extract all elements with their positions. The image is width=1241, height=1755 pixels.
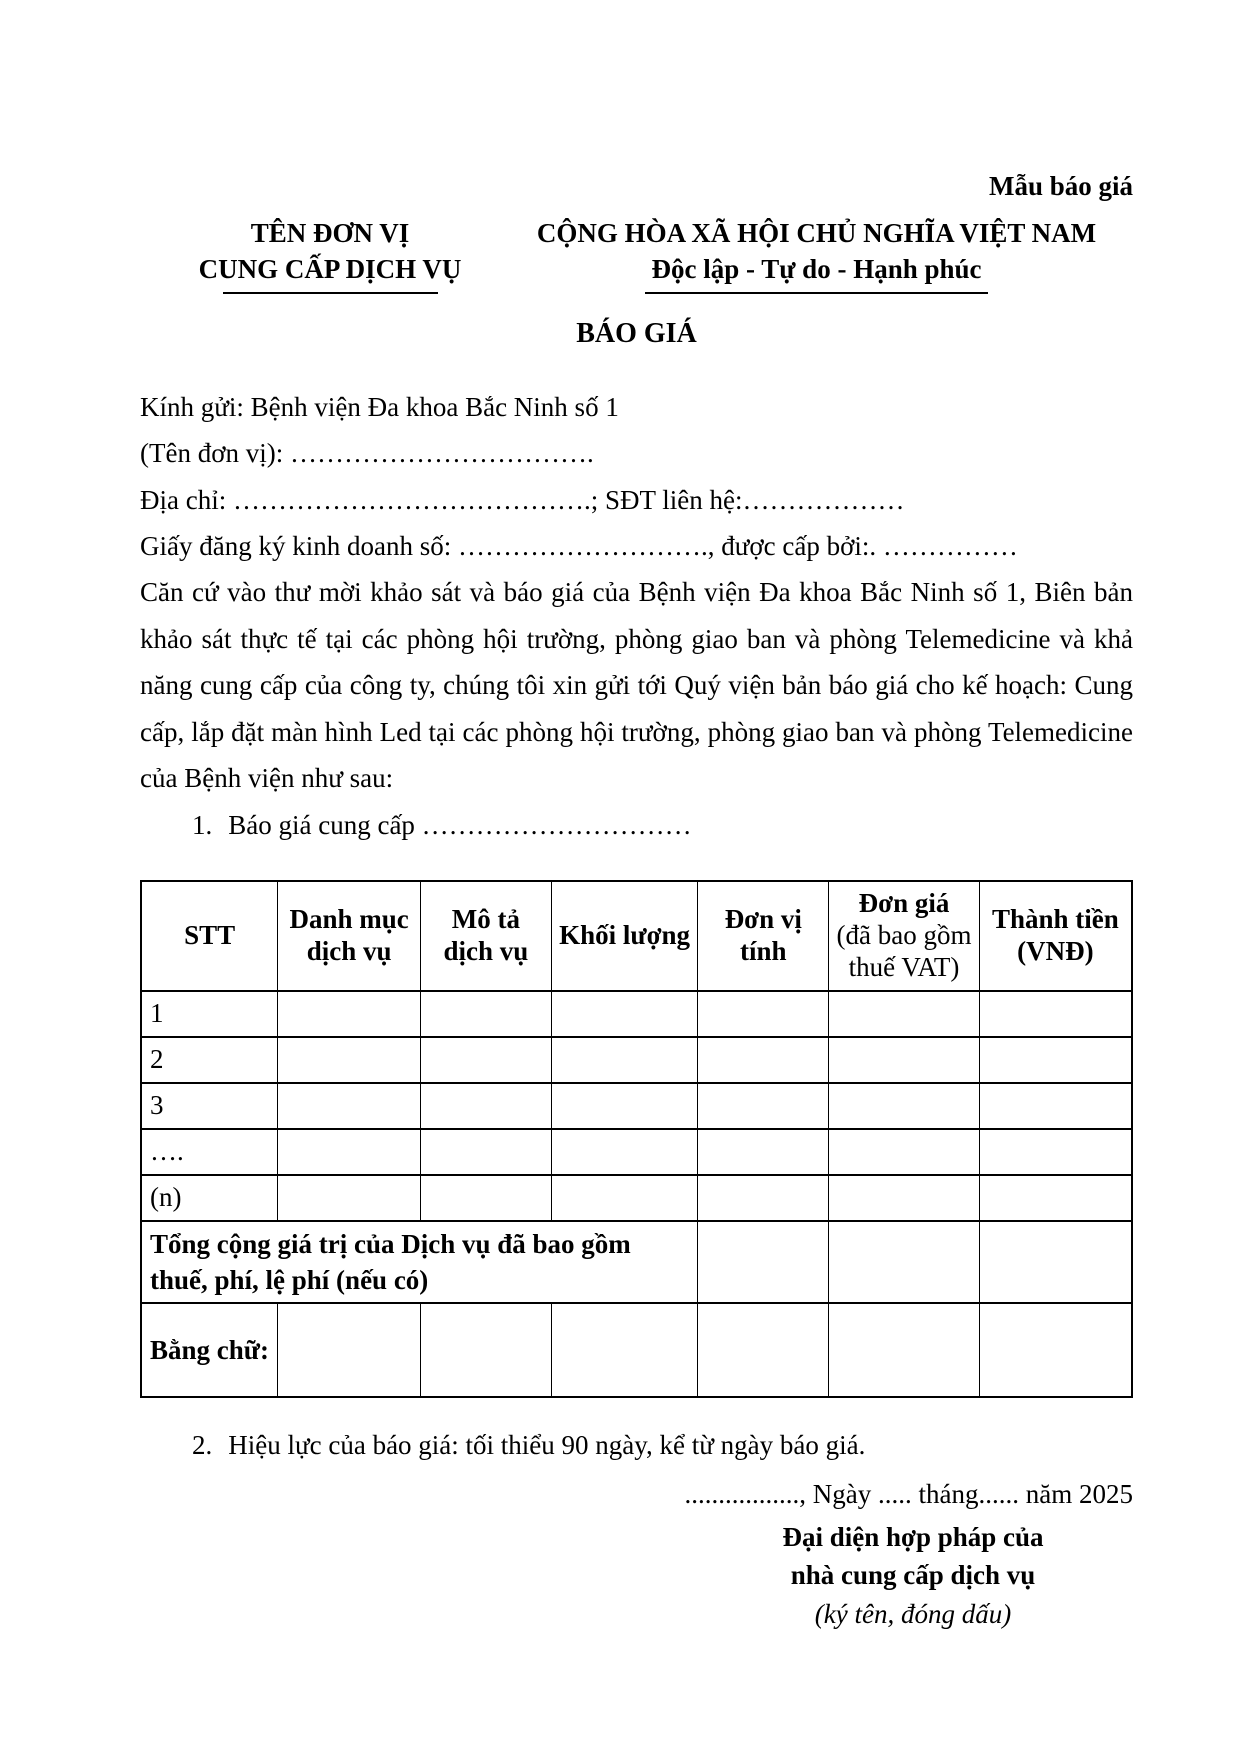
signature-note: (ký tên, đóng dấu) [814,1598,1012,1629]
table-amount-in-words-row [141,1303,1132,1397]
org-name-line2: CUNG CẤP DỊCH VỤ [198,254,462,285]
empty-cell [979,1129,1132,1175]
col-header-unit-price [829,881,980,991]
empty-cell [551,1175,698,1221]
unit-name-field: (Tên đơn vị): ……………………………. [140,438,594,469]
national-title: CỘNG HÒA XÃ HỘI CHỦ NGHĨA VIỆT NAM [536,218,1097,249]
date-place-line: ................., Ngày ..... tháng...... năm 2025 [684,1478,1133,1509]
list-item-2-number: 2. [192,1430,213,1461]
col-header-category: Danh mục dịch vụ [278,881,421,991]
table-row [141,1083,1132,1129]
recipient-line: Kính gửi: Bệnh viện Đa khoa Bắc Ninh số 1 [140,391,619,422]
unit-price-note: (đã bao gồm thuế VAT) [836,919,972,982]
row-number: 2 [141,1037,278,1083]
table-total-row [141,1221,1132,1304]
empty-cell [829,991,980,1037]
empty-cell [278,1037,421,1083]
empty-cell [979,1037,1132,1083]
empty-cell [698,1175,829,1221]
table-row [141,1129,1132,1175]
col-header-description: Mô tả dịch vụ [420,881,551,991]
empty-cell [979,1303,1132,1397]
org-name-line1: TÊN ĐƠN VỊ [250,218,410,249]
col-header-stt: STT [141,881,278,991]
empty-cell [551,1083,698,1129]
empty-cell [698,1303,829,1397]
empty-cell [278,1175,421,1221]
empty-cell [551,1303,698,1397]
empty-cell [278,1083,421,1129]
table-row [141,1175,1132,1221]
list-item-1 [140,802,1133,848]
signatory-title-line1: Đại diện hợp pháp của [782,1522,1044,1553]
list-item-2-text: Hiệu lực của báo giá: tối thiểu 90 ngày, kể từ ngày báo giá. [228,1430,866,1461]
table-row [141,991,1132,1037]
empty-cell [829,1175,980,1221]
empty-cell [278,1129,421,1175]
org-underline [223,292,438,294]
empty-cell [420,1303,551,1397]
empty-cell [698,1083,829,1129]
signatory-title-line2: nhà cung cấp dịch vụ [790,1560,1036,1591]
list-item-2 [140,1422,1133,1468]
empty-cell [829,1037,980,1083]
empty-cell [979,1083,1132,1129]
empty-cell [698,1129,829,1175]
empty-cell [698,991,829,1037]
row-number: …. [141,1129,278,1175]
empty-cell [278,991,421,1037]
list-item-1-number: 1. [192,809,213,840]
empty-cell [551,1129,698,1175]
address-field: Địa chỉ: ………………………………….; SĐT liên hệ:……………… [140,484,905,515]
empty-cell [829,1083,980,1129]
list-item-1-text: Báo giá cung cấp ………………………… [228,809,692,840]
row-number: 3 [141,1083,278,1129]
row-number: (n) [141,1175,278,1221]
intro-paragraph: Căn cứ vào thư mời khảo sát và báo giá của Bệnh viện Đa khoa Bắc Ninh số 1, Biên bản khảo sát thực tế tại các phòng hội trường, phòng giao ban và phòng Telemedicine và khả năng cung cấp của công ty, chúng tôi xin gửi tới Quý viện bản báo giá cho kế hoạch: Cung cấp, lắp đặt màn hình Led tại các phòng hội trường, phòng giao ban và phòng Telemedicine của Bệnh viện như sau: [140,577,1133,794]
empty-cell [979,1221,1132,1304]
empty-cell [979,1175,1132,1221]
empty-cell [420,1083,551,1129]
amount-in-words-label: Bằng chữ: [141,1303,278,1397]
quotation-table [140,880,1133,1398]
empty-cell [420,1175,551,1221]
total-label: Tổng cộng giá trị của Dịch vụ đã bao gồm thuế, phí, lệ phí (nếu có) [141,1221,698,1304]
row-number: 1 [141,991,278,1037]
col-header-quantity: Khối lượng [551,881,698,991]
table-row [141,1037,1132,1083]
empty-cell [278,1303,421,1397]
document-header [140,216,1133,293]
empty-cell [698,1221,829,1304]
empty-cell [698,1037,829,1083]
empty-cell [829,1129,980,1175]
org-block [160,216,500,293]
form-type-label: Mẫu báo giá [988,171,1133,201]
business-license-field: Giấy đăng ký kinh doanh số: ………………………., được cấp bởi:. …………… [140,530,1018,561]
empty-cell [420,1129,551,1175]
empty-cell [829,1221,980,1304]
empty-cell [551,991,698,1037]
unit-price-title: Đơn giá [858,888,950,919]
col-header-unit: Đơn vị tính [698,881,829,991]
national-header [500,216,1133,293]
col-header-amount: Thành tiền (VNĐ) [979,881,1132,991]
empty-cell [551,1037,698,1083]
signature-block [693,1518,1133,1633]
empty-cell [979,991,1132,1037]
empty-cell [420,1037,551,1083]
empty-cell [420,991,551,1037]
national-motto: Độc lập - Tự do - Hạnh phúc [645,252,987,294]
empty-cell [829,1303,980,1397]
table-header-row [141,881,1132,991]
document-title: BÁO GIÁ [576,317,697,349]
